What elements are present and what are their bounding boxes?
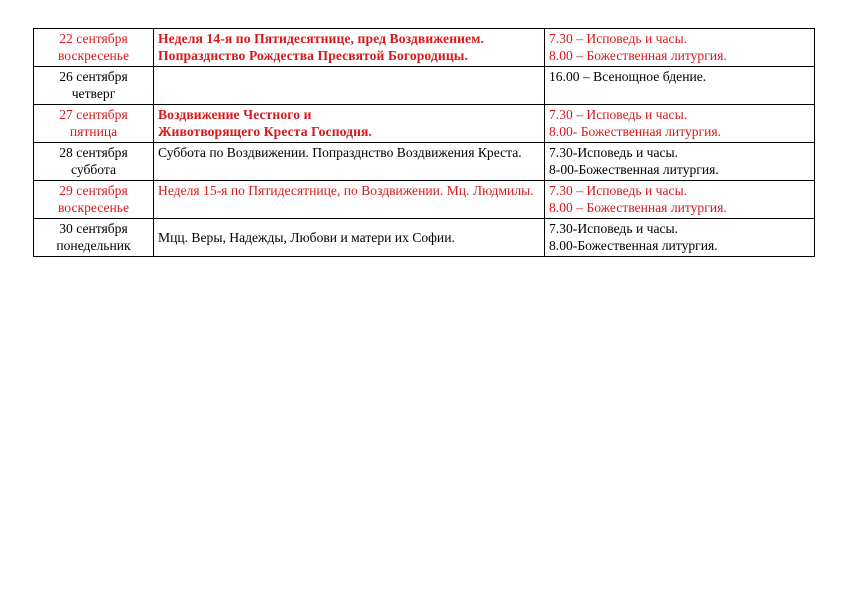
service-time: 7.30-Исповедь и часы. <box>549 145 679 160</box>
feast-text: Суббота по Воздвижении. Попразднство Воздвижения Креста. <box>158 145 522 160</box>
feast-cell <box>154 219 545 257</box>
feast-text: Неделя 14-я по Пятидесятнице, пред Воздвижением. Попразднство Рождества Пресвятой Богородицы. <box>158 31 485 63</box>
date-text: 22 сентября <box>59 31 128 46</box>
service-time: 8.00 – Божественная литургия. <box>549 200 727 215</box>
weekday-text: суббота <box>70 162 117 177</box>
schedule-row <box>34 181 815 219</box>
date-cell <box>34 181 154 219</box>
schedule-row <box>34 29 815 67</box>
weekday-text: понедельник <box>56 238 131 253</box>
date-text: 30 сентября <box>59 221 128 236</box>
service-time: 7.30-Исповедь и часы. <box>549 221 679 236</box>
feast-cell <box>154 105 545 143</box>
date-text: 29 сентября <box>59 183 128 198</box>
date-cell <box>34 219 154 257</box>
date-cell <box>34 105 154 143</box>
schedule-row <box>34 143 815 181</box>
feast-text: Воздвижение Честного и Животворящего Креста Господня. <box>158 107 372 139</box>
service-times-cell <box>545 181 815 219</box>
date-text: 28 сентября <box>59 145 128 160</box>
schedule-row <box>34 219 815 257</box>
weekday-text: воскресенье <box>57 200 129 215</box>
service-time: 8.00- Божественная литургия. <box>549 124 722 139</box>
date-cell <box>34 67 154 105</box>
feast-cell <box>154 67 545 105</box>
date-text: 27 сентября <box>59 107 128 122</box>
weekday-text: пятница <box>69 124 118 139</box>
service-times-cell <box>545 219 815 257</box>
service-times-cell <box>545 143 815 181</box>
schedule-row <box>34 67 815 105</box>
date-cell <box>34 143 154 181</box>
schedule-row <box>34 105 815 143</box>
service-time: 7.30 – Исповедь и часы. <box>549 31 688 46</box>
service-time: 16.00 – Всенощное бдение. <box>549 69 707 84</box>
service-time: 7.30 – Исповедь и часы. <box>549 183 688 198</box>
date-cell <box>34 29 154 67</box>
service-time: 7.30 – Исповедь и часы. <box>549 107 688 122</box>
service-time: 8.00-Божественная литургия. <box>549 238 718 253</box>
feast-text: Мцц. Веры, Надежды, Любови и матери их Софии. <box>158 229 455 245</box>
feast-text: Неделя 15-я по Пятидесятнице, по Воздвижении. Мц. Людмилы. <box>158 183 534 198</box>
feast-cell <box>154 29 545 67</box>
service-time: 8-00-Божественная литургия. <box>549 162 719 177</box>
feast-cell <box>154 181 545 219</box>
date-text: 26 сентября <box>59 69 128 84</box>
weekday-text: воскресенье <box>57 48 129 63</box>
weekday-text: четверг <box>71 86 116 101</box>
schedule-table <box>33 28 815 257</box>
service-times-cell <box>545 29 815 67</box>
feast-cell <box>154 143 545 181</box>
service-time: 8.00 – Божественная литургия. <box>549 48 727 63</box>
service-times-cell <box>545 105 815 143</box>
service-times-cell <box>545 67 815 105</box>
